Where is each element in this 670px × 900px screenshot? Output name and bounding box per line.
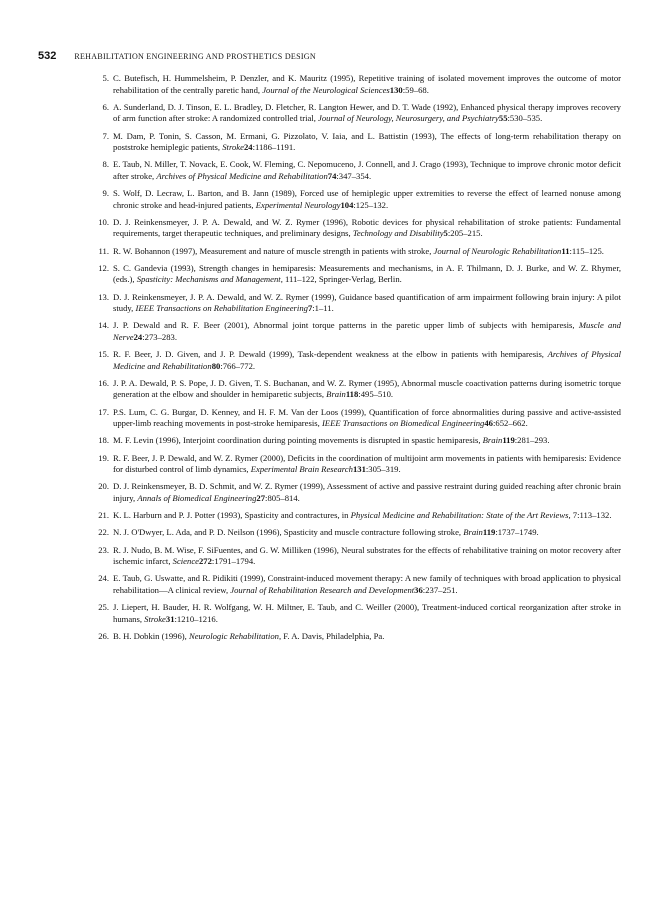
reference-number: 15. xyxy=(98,349,109,359)
reference-journal: Journal of Neurologic Rehabilitation xyxy=(433,245,562,256)
reference-item xyxy=(102,188,621,211)
reference-number: 25. xyxy=(98,602,109,612)
reference-number: 8. xyxy=(102,159,109,170)
reference-volume: 24 xyxy=(243,142,253,152)
reference-number: 19. xyxy=(98,452,109,463)
reference-number: 7. xyxy=(102,130,109,141)
reference-item xyxy=(102,73,621,96)
reference-item xyxy=(102,130,621,154)
reference-item xyxy=(98,481,621,504)
reference-pages: :495–510. xyxy=(358,389,394,400)
reference-volume: 118 xyxy=(345,389,359,400)
reference-journal: IEEE Transactions on Rehabilitation Engineering xyxy=(135,303,308,313)
reference-volume: 74 xyxy=(327,170,337,181)
reference-journal: Physical Medicine and Rehabilitation: State of the Art Reviews xyxy=(350,510,569,520)
reference-pages: :1737–1749. xyxy=(495,527,539,538)
reference-number: 14. xyxy=(98,320,109,331)
reference-item xyxy=(98,406,621,430)
reference-journal: Muscle and Nerve xyxy=(113,320,621,342)
reference-number: 16. xyxy=(98,377,109,388)
reference-text: E. Taub, G. Uswatte, and R. Pidikiti (1999), Constraint-induced movement therapy: A new family of techniques with broad application to physical rehabilitation—A clinical review, xyxy=(113,573,621,595)
reference-pages: :273–283. xyxy=(142,331,177,342)
reference-text: A. Sunderland, D. J. Tinson, E. L. Bradley, D. Fletcher, R. Langton Hewer, and D. T. Wade (1992), Enhanced physical therapy improves recovery of arm function after stroke: A randomized controlled trial, xyxy=(113,101,621,124)
reference-number: 6. xyxy=(102,101,109,112)
reference-pages: :281–293. xyxy=(514,435,550,446)
reference-item xyxy=(102,101,621,125)
reference-number: 17. xyxy=(98,406,109,417)
reference-text: J. P. Dewald and R. F. Beer (2001), Abnormal joint torque patterns in the paretic upper limb of subjects with hemiparesis, xyxy=(113,320,579,331)
reference-pages: , 7:113–132. xyxy=(568,510,612,520)
reference-text: R. W. Bohannon (1997), Measurement and nature of muscle strength in patients with stroke, xyxy=(113,245,434,256)
reference-number: 24. xyxy=(98,573,109,584)
reference-pages: :59–68. xyxy=(402,84,429,95)
reference-pages: :125–132. xyxy=(353,199,389,210)
reference-journal: Stroke xyxy=(144,613,166,624)
reference-pages: :205–215. xyxy=(447,228,483,239)
reference-journal: Journal of Rehabilitation Research and Development xyxy=(230,584,415,595)
reference-item xyxy=(98,452,621,476)
reference-volume: 131 xyxy=(352,464,366,474)
reference-text: K. L. Harburn and P. J. Potter (1993), Spasticity and contractures, in xyxy=(113,510,351,520)
reference-number: 10. xyxy=(98,216,109,227)
page-header xyxy=(38,50,630,62)
reference-item xyxy=(98,573,621,596)
reference-item xyxy=(98,377,621,401)
reference-journal: Spasticity: Mechanisms and Management xyxy=(136,274,281,285)
reference-text: J. Liepert, H. Bauder, H. R. Wolfgang, W. H. Miltner, E. Taub, and C. Weiller (2000), Treatment-induced cortical reorganization after stroke in humans, xyxy=(113,602,621,624)
reference-item xyxy=(98,527,621,539)
reference-volume: 27 xyxy=(256,492,266,503)
reference-item xyxy=(98,544,621,568)
reference-volume: 55 xyxy=(498,113,508,124)
reference-journal: Archives of Physical Medicine and Rehabilitation xyxy=(113,349,622,371)
reference-pages: , F. A. Davis, Philadelphia, Pa. xyxy=(278,630,385,641)
reference-number: 26. xyxy=(98,630,109,641)
reference-journal: Neurologic Rehabilitation xyxy=(188,630,279,641)
reference-volume: 31 xyxy=(165,613,175,624)
reference-item xyxy=(98,245,621,258)
reference-pages: , 111–122, Springer-Verlag, Berlin. xyxy=(280,274,402,285)
reference-journal: Science xyxy=(172,556,199,566)
reference-item xyxy=(98,349,622,372)
reference-text: R. F. Beer, J. P. Dewald, and W. Z. Rymer (2000), Deficits in the coordination of multijoint arm movements in patients with hemiparesis: Evidence for disturbed control of limb dynamics, xyxy=(113,452,621,474)
reference-journal: Journal of the Neurological Sciences xyxy=(262,84,390,95)
reference-journal: Experimental Brain Research xyxy=(250,464,353,474)
reference-pages: :766–772. xyxy=(220,360,256,371)
reference-volume: 5 xyxy=(443,228,448,239)
reference-volume: 11 xyxy=(561,245,570,256)
reference-journal: Stroke xyxy=(222,142,244,152)
reference-text: C. Butefisch, H. Hummelsheim, P. Denzler, and K. Mauritz (1995), Repetitive training of isolated movement improves the outcome of motor rehabilitation of the centrally paretic hand, xyxy=(113,73,621,95)
reference-volume: 119 xyxy=(482,527,496,538)
reference-volume: 80 xyxy=(211,360,221,371)
reference-volume: 36 xyxy=(414,584,423,595)
reference-number: 22. xyxy=(98,527,109,538)
reference-volume: 272 xyxy=(198,556,212,566)
reference-volume: 130 xyxy=(389,84,403,95)
reference-item xyxy=(102,159,621,182)
reference-item xyxy=(98,262,621,286)
reference-item xyxy=(98,291,621,315)
reference-pages: :1210–1216. xyxy=(174,613,218,624)
reference-number: 11. xyxy=(98,245,109,256)
reference-text: M. Dam, P. Tonin, S. Casson, M. Ermani, G. Pizzolato, V. Iaia, and L. Battistin (1993), The effects of long-term rehabilitation therapy on poststroke hemiplegic patients, xyxy=(113,130,621,152)
reference-number: 21. xyxy=(98,510,109,520)
reference-text: J. P. A. Dewald, P. S. Pope, J. D. Given, T. S. Buchanan, and W. Z. Rymer (1995), Abnormal muscle coactivation patterns during isometric torque generation at the elbow and shoulder in hemiparetic subjects, xyxy=(113,377,621,400)
reference-text: S. Wolf, D. Lecraw, L. Barton, and B. Jann (1989), Forced use of hemiplegic upper extremities to reverse the effect of learned nonuse among chronic stroke and head-injured patients, xyxy=(113,188,621,210)
reference-number: 20. xyxy=(98,481,109,492)
reference-text: M. F. Levin (1996), Interjoint coordination during pointing movements is disrupted in spastic hemiparesis, xyxy=(113,435,483,446)
reference-journal: Experimental Neurology xyxy=(255,199,341,210)
reference-pages: :805–814. xyxy=(265,492,300,503)
reference-pages: :347–354. xyxy=(336,170,372,181)
reference-number: 23. xyxy=(98,544,109,555)
reference-volume: 119 xyxy=(502,435,515,446)
reference-volume: 104 xyxy=(340,199,354,210)
reference-number: 5. xyxy=(102,73,109,83)
reference-number: 18. xyxy=(98,435,109,446)
reference-journal: IEEE Transactions on Biomedical Engineering xyxy=(321,418,485,428)
reference-journal: Archives of Physical Medicine and Rehabilitation xyxy=(156,170,328,181)
reference-item xyxy=(98,602,621,625)
reference-text: S. C. Gandevia (1993), Strength changes in hemiparesis: Measurements and mechanisms, in A. F. Thilmann, D. J. Burke, and W. Z. Rhymer, (eds.), xyxy=(113,262,621,285)
reference-text: D. J. Reinkensmeyer, B. D. Schmit, and W. Z. Rymer (1999), Assessment of active and passive restraint during guided reaching after chronic brain injury, xyxy=(113,481,621,503)
page-number: 532 xyxy=(38,50,57,62)
reference-text: D. J. Reinkensmeyer, J. P. A. Dewald, and W. Z. Rymer (1996), Robotic devices for physical rehabilitation of stroke patients: Fundamental requirements, target therapeutic techniques, and preliminary designs, xyxy=(113,216,621,239)
reference-text: R. F. Beer, J. D. Given, and J. P. Dewald (1999), Task-dependent weakness at the elbow in patients with hemiparesis, xyxy=(113,349,548,359)
reference-volume: 24 xyxy=(133,331,143,342)
reference-volume: 46 xyxy=(484,418,493,428)
reference-item xyxy=(98,320,621,343)
reference-text: R. J. Nudo, B. M. Wise, F. SiFuentes, and G. W. Milliken (1996), Neural substrates for the effects of rehabilitative training on motor recovery after ischemic infarct, xyxy=(113,544,621,566)
reference-text: E. Taub, N. Miller, T. Novack, E. Cook, W. Fleming, C. Nepomuceno, J. Connell, and J. Crago (1993), Technique to improve chronic motor deficit after stroke, xyxy=(113,159,621,181)
reference-journal: Journal of Neurology, Neurosurgery, and Psychiatry xyxy=(318,113,499,124)
reference-list xyxy=(98,73,622,648)
reference-item xyxy=(98,510,621,522)
reference-pages: :1791–1794. xyxy=(211,556,256,566)
reference-text: P.S. Lum, C. G. Burgar, D. Kenney, and H. F. M. Van der Loos (1999), Quantification of force abnormalities during passive and active-assisted upper-limb reaching movements in post-stroke hemiparesis, xyxy=(113,406,621,428)
reference-number: 12. xyxy=(98,262,109,273)
reference-journal: Annals of Biomedical Engineering xyxy=(137,492,257,503)
reference-number: 9. xyxy=(102,188,109,198)
reference-text: B. H. Dobkin (1996), xyxy=(113,630,189,641)
reference-pages: :530–535. xyxy=(507,113,543,124)
reference-item xyxy=(98,630,621,643)
reference-journal: Brain xyxy=(326,389,346,400)
reference-pages: :237–251. xyxy=(422,584,458,595)
reference-item xyxy=(98,435,621,447)
reference-journal: Brain xyxy=(482,435,503,446)
reference-pages: :305–319. xyxy=(365,464,401,474)
reference-pages: :1–11. xyxy=(312,303,334,313)
reference-journal: Brain xyxy=(463,527,483,538)
reference-pages: :1186–1191. xyxy=(252,142,296,152)
reference-text: D. J. Reinkensmeyer, J. P. A. Dewald, and W. Z. Rymer (1999), Guidance based quantification of arm impairment following brain injury: A pilot study, xyxy=(113,291,621,313)
reference-journal: Technology and Disability xyxy=(352,228,444,239)
reference-pages: :115–125. xyxy=(569,245,604,256)
reference-text: N. J. O'Dwyer, L. Ada, and P. D. Neilson (1996), Spasticity and muscle contracture following stroke, xyxy=(113,527,464,538)
reference-item xyxy=(98,216,621,240)
running-head: REHABILITATION ENGINEERING AND PROSTHETICS DESIGN xyxy=(74,52,316,61)
reference-number: 13. xyxy=(98,291,109,302)
reference-pages: :652–662. xyxy=(492,418,528,428)
reference-volume: 7 xyxy=(307,303,313,313)
